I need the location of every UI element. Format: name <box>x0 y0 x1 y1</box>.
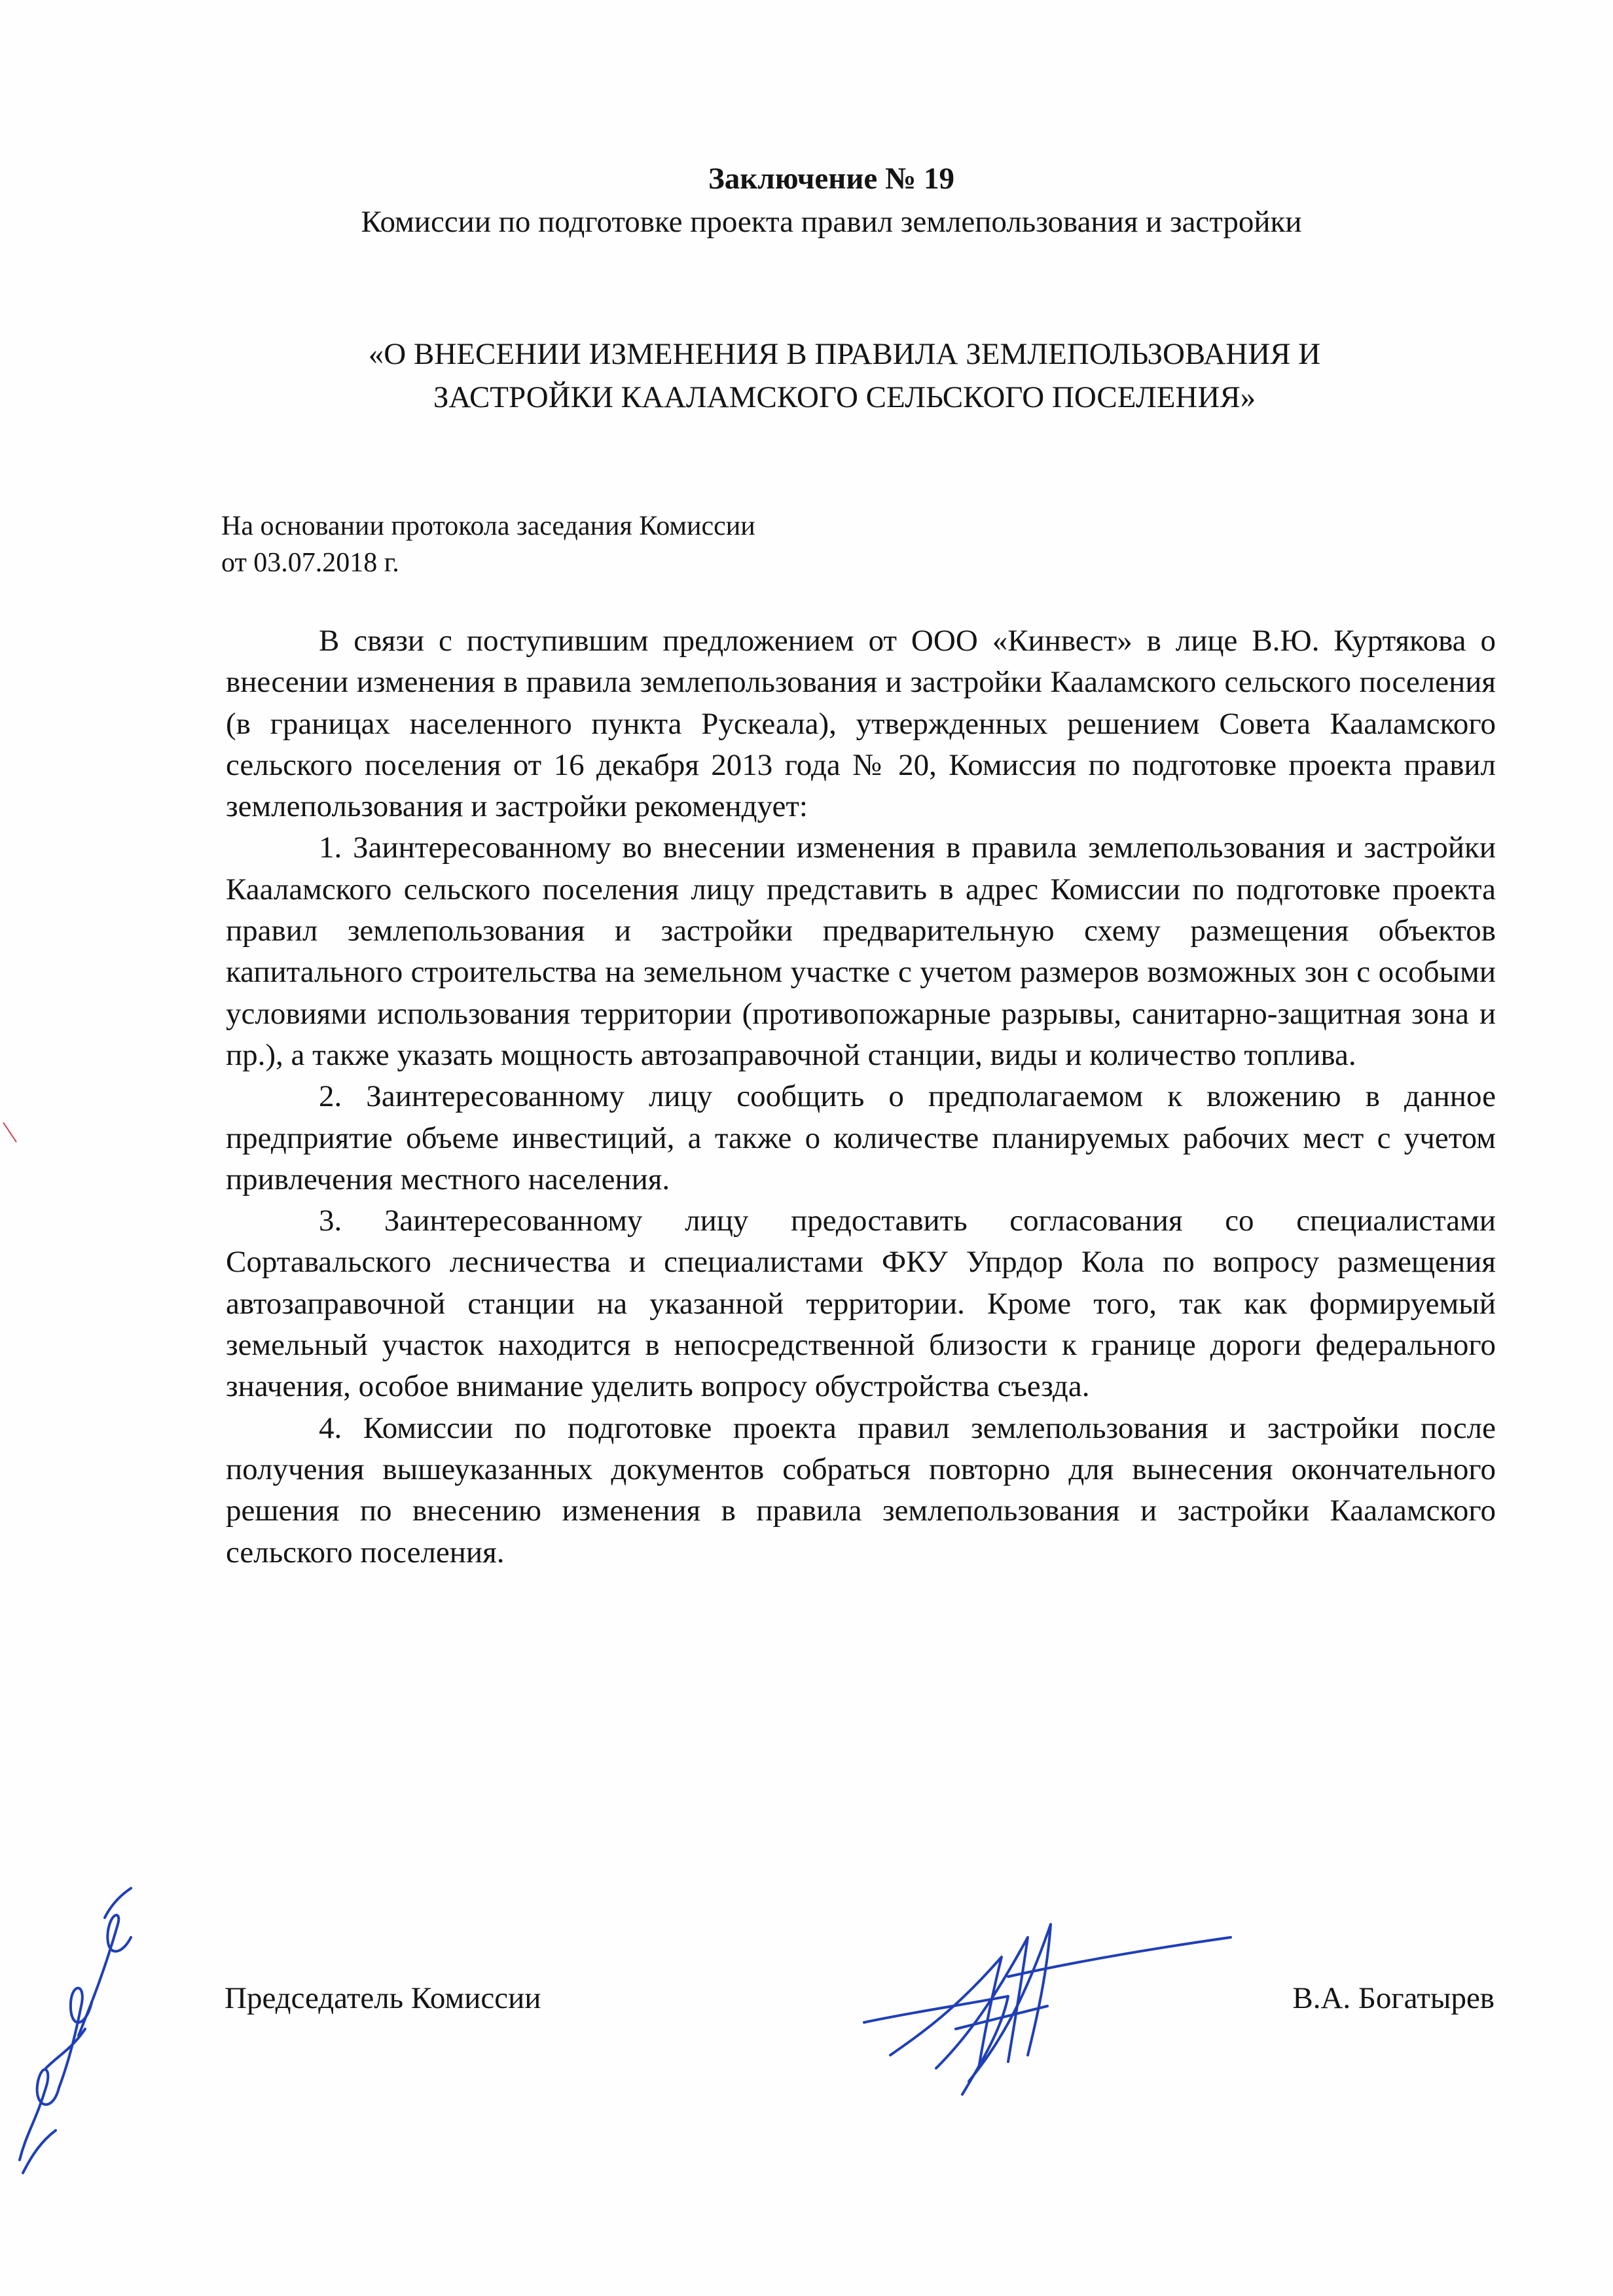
body-intro-paragraph: В связи с поступившим предложением от ООО «Кинвест» в лице В.Ю. Куртякова о внесении изменения в правила землепользования и застройки Кааламского сельского поселения (в границах населенного пункта Рускеала), утвержденных решением Совета Кааламского сельского поселения от 16 декабря 2013 года № 20, Комиссия по подготовке проекта правил землепользования и застройки рекомендует: <box>226 624 1496 824</box>
document-issuer: Комиссии по подготовке проекта правил землепользования и застройки <box>361 205 1302 239</box>
basis-line: На основании протокола заседания Комиссии <box>221 511 755 541</box>
document-number: Заключение № 19 <box>708 162 954 196</box>
margin-mark <box>0 1119 20 1145</box>
body-item-2: 2. Заинтересованному лицу сообщить о предполагаемом к вложению в данное предприятие объеме инвестиций, а также о количестве планируемых рабочих мест с учетом привлечения местного населения. <box>226 1079 1496 1196</box>
margin-signature <box>7 1872 157 2179</box>
body-item-1: 1. Заинтересованному во внесении изменения в правила землепользования и застройки Кааламского сельского поселения лицу представить в адрес Комиссии по подготовке проекта правил землепользования и застройки предварительную схему размещения объектов капитального строительства на земельном участке с учетом размеров возможных зон с особыми условиями использования территории (противопожарные разрывы, санитарно-защитная зона и пр.), а также указать мощность автозаправочной станции, виды и количество топлива. <box>226 831 1496 1072</box>
document-header <box>196 157 1466 243</box>
signatory-name: В.А. Богатырев <box>1292 1981 1495 2015</box>
document-title-line: «О ВНЕСЕНИИ ИЗМЕНЕНИЯ В ПРАВИЛА ЗЕМЛЕПОЛЬЗОВАНИЯ И <box>368 337 1321 371</box>
document-body <box>226 620 1496 1573</box>
chairman-signature <box>851 1898 1244 2108</box>
document-basis <box>221 508 755 581</box>
basis-date: от 03.07.2018 г. <box>221 548 399 578</box>
body-item-3: 3. Заинтересованному лицу предоставить согласования со специалистами Сортавальского лесничества и специалистами ФКУ Упрдор Кола по вопросу размещения автозаправочной станции на указанной территории. Кроме того, так как формируемый земельный участок находится в непосредственной близости к границе дороги федерального значения, особое внимание уделить вопросу обустройства съезда. <box>226 1204 1496 1404</box>
body-item-4: 4. Комиссии по подготовке проекта правил землепользования и застройки после получения вышеуказанных документов собраться повторно для вынесения окончательного решения по внесению изменения в правила землепользования и застройки Кааламского сельского поселения. <box>226 1410 1496 1570</box>
document-title <box>209 332 1479 419</box>
signatory-role: Председатель Комиссии <box>225 1981 541 2015</box>
document-title-line: ЗАСТРОЙКИ КААЛАМСКОГО СЕЛЬСКОГО ПОСЕЛЕНИЯ» <box>433 380 1256 414</box>
